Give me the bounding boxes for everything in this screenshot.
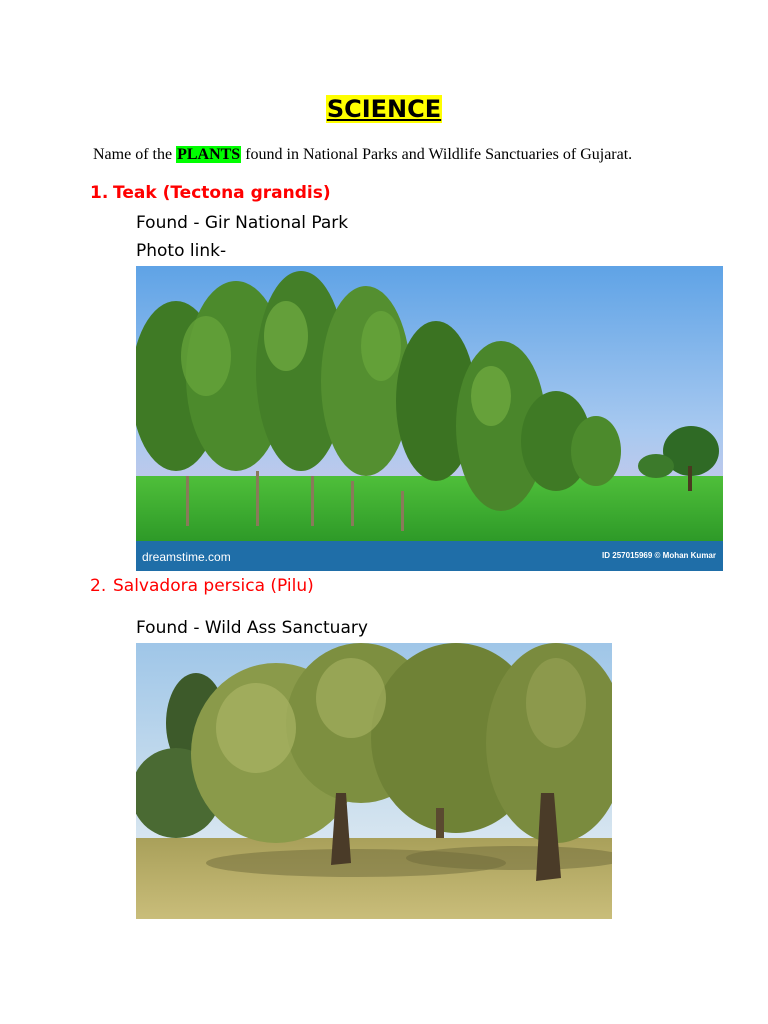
pilu-photo — [136, 643, 612, 919]
intro-highlight: PLANTS — [177, 146, 241, 163]
watermark-id: ID 257015969 © Mohan Kumar — [602, 551, 716, 560]
intro-paragraph — [93, 145, 632, 165]
page-title — [0, 93, 768, 125]
pilu-photo-graphic — [136, 643, 612, 919]
teak-photo-graphic — [136, 266, 723, 571]
item-heading-pilu — [90, 575, 314, 597]
item-number: 2. — [90, 576, 107, 596]
item-name: Salvadora persica (Pilu) — [113, 576, 314, 596]
item-found-pilu: Found - Wild Ass Sanctuary — [136, 618, 368, 638]
item-number: 1. — [90, 183, 109, 203]
intro-text-before: Name of the — [93, 146, 177, 163]
intro-text-after: found in National Parks and Wildlife Sanctuaries of Gujarat. — [241, 146, 633, 163]
item-found-teak: Found - Gir National Park — [136, 213, 349, 233]
item-name: Teak (Tectona grandis) — [113, 183, 331, 203]
item-heading-teak — [90, 182, 331, 204]
title-text: SCIENCE — [326, 95, 442, 123]
teak-photo — [136, 266, 723, 571]
watermark-brand: dreamstime.com — [142, 550, 231, 564]
photo-link-label: Photo link- — [136, 241, 227, 261]
